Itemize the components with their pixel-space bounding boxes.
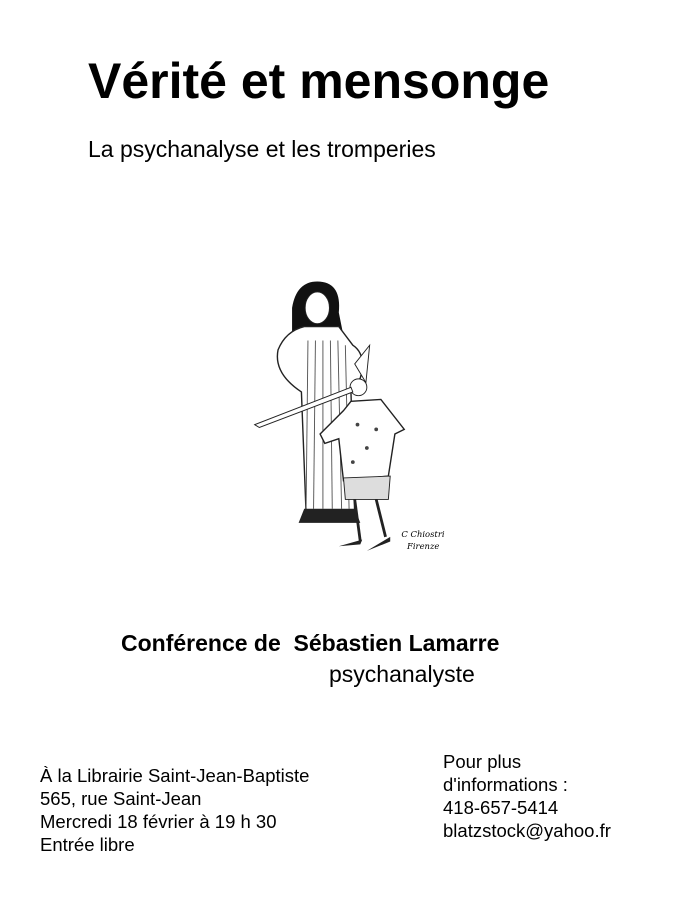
- venue-line: 565, rue Saint-Jean: [40, 788, 202, 809]
- contact-email: blatzstock@yahoo.fr: [443, 820, 611, 841]
- pinocchio-illustration: [250, 265, 465, 575]
- venue-line: À la Librairie Saint-Jean-Baptiste: [40, 765, 310, 786]
- speaker-role: psychanalyste: [329, 661, 475, 687]
- conference-speaker: Conférence de Sébastien Lamarre: [121, 630, 500, 656]
- contact-details: [443, 750, 611, 842]
- contact-phone: 418-657-5414: [443, 797, 559, 818]
- svg-text:Firenze: Firenze: [407, 541, 440, 551]
- poster-title: Vérité et mensonge: [88, 53, 550, 109]
- illustration-signature: C Chiostri: [401, 528, 445, 539]
- poster-subtitle: La psychanalyse et les tromperies: [88, 136, 436, 162]
- venue-details: [40, 764, 309, 856]
- venue-line: Mercredi 18 février à 19 h 30: [40, 811, 277, 832]
- venue-line: Entrée libre: [40, 834, 135, 855]
- contact-line: Pour plus: [443, 751, 522, 772]
- contact-line: d'informations :: [443, 774, 568, 795]
